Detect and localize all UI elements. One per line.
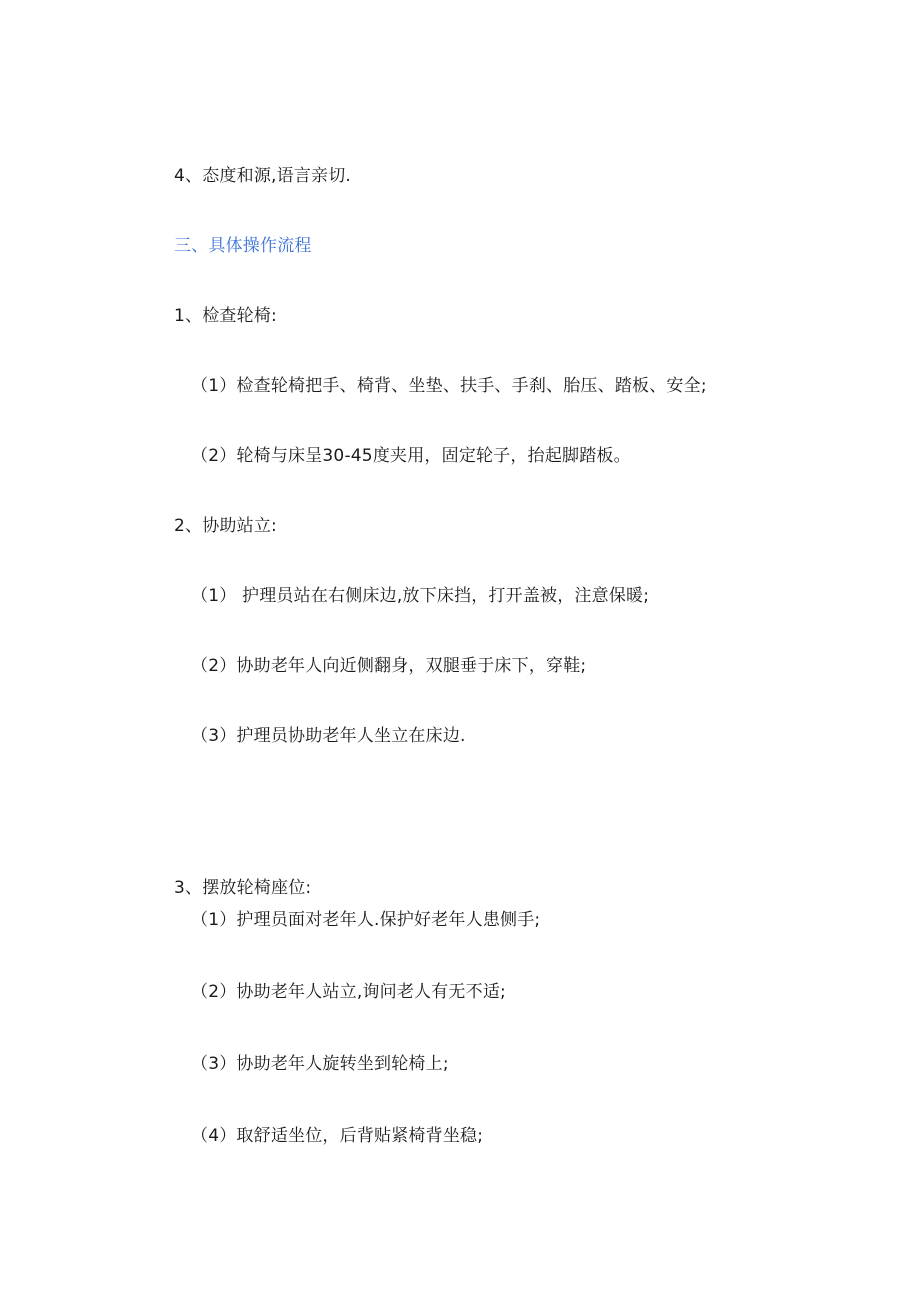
step2-substep-1: （1） 护理员站在右侧床边,放下床挡，打开盖被，注意保暖; [191, 586, 650, 606]
step1-substep-2: （2）轮椅与床呈30-45度夹用，固定轮子，抬起脚踏板。 [191, 446, 631, 466]
step1-substep-1: （1）检查轮椅把手、椅背、坐垫、扶手、手刹、胎压、踏板、安全; [191, 376, 707, 396]
step2-heading: 2、协助站立: [174, 516, 277, 536]
section-heading: 三、具体操作流程 [174, 236, 312, 256]
step3-substep-1: （1）护理员面对老年人.保护好老年人患侧手; [191, 910, 541, 930]
step2-substep-2: （2）协助老年人向近侧翻身，双腿垂于床下，穿鞋; [191, 656, 587, 676]
step3-substep-3: （3）协助老年人旋转坐到轮椅上; [191, 1054, 449, 1074]
step3-substep-4: （4）取舒适坐位，后背贴紧椅背坐稳; [191, 1126, 484, 1146]
step1-heading: 1、检查轮椅: [174, 306, 277, 326]
step3-heading: 3、摆放轮椅座位: [174, 878, 312, 898]
step3-substep-2: （2）协助老年人站立,询问老人有无不适; [191, 982, 506, 1002]
step2-substep-3: （3）护理员协助老年人坐立在床边. [191, 726, 466, 746]
item-attitude: 4、态度和源,语言亲切. [174, 166, 352, 186]
